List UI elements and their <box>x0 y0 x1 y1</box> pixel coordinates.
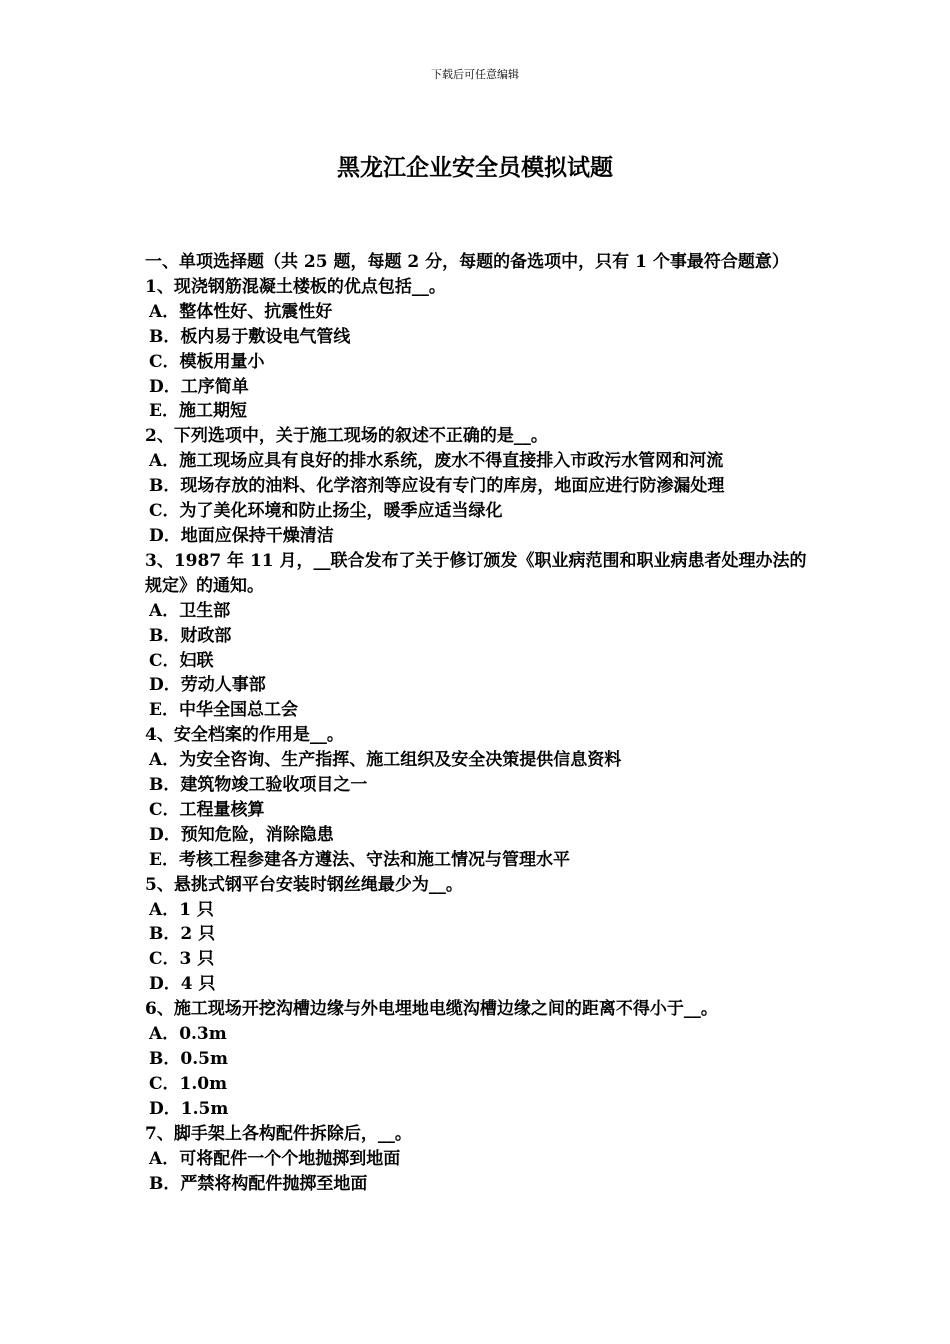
option-d: D．工序简单 <box>149 376 249 397</box>
option-a: A．0.3m <box>149 1024 227 1045</box>
option-d: D．4 只 <box>149 974 216 995</box>
option-c: C．3 只 <box>149 949 215 970</box>
option-e: E．考核工程参建各方遵法、守法和施工情况与管理水平 <box>149 849 570 870</box>
option-a: A．为安全咨询、生产指挥、施工组织及安全决策提供信息资料 <box>149 750 622 771</box>
option-a: A．施工现场应具有良好的排水系统，废水不得直接排入市政污水管网和河流 <box>149 451 724 472</box>
option-a: A．整体性好、抗震性好 <box>149 301 333 322</box>
option-a: A．卫生部 <box>149 600 231 621</box>
question-text: 4、安全档案的作用是__。 <box>145 725 344 746</box>
option-c: C．模板用量小 <box>149 351 265 372</box>
document-title: 黑龙江企业安全员模拟试题 <box>337 154 613 181</box>
header-note: 下载后可任意编辑 <box>431 68 519 81</box>
option-b: B．财政部 <box>149 625 232 646</box>
question-6 <box>145 997 813 1122</box>
option-list <box>145 748 813 873</box>
option-b: B．0.5m <box>149 1049 228 1069</box>
option-b: B．板内易于敷设电气管线 <box>149 326 351 347</box>
option-c: C．1.0m <box>149 1073 228 1094</box>
option-e: E．中华全国总工会 <box>149 700 298 721</box>
question-4 <box>145 723 813 872</box>
question-3 <box>145 549 813 723</box>
option-d: D．劳动人事部 <box>149 675 266 696</box>
option-list <box>145 1022 813 1122</box>
option-c: C．工程量核算 <box>149 799 265 820</box>
option-d: D．1.5m <box>149 1098 229 1119</box>
question-text: 6、施工现场开挖沟槽边缘与外电埋地电缆沟槽边缘之间的距离不得小于__。 <box>145 999 718 1020</box>
question-text: 5、悬挑式钢平台安装时钢丝绳最少为__。 <box>145 874 463 895</box>
option-list <box>145 1147 813 1197</box>
exam-content <box>145 250 813 1196</box>
option-a: A．1 只 <box>149 899 214 920</box>
option-list <box>145 898 813 998</box>
option-d: D．地面应保持干燥清洁 <box>149 525 334 546</box>
option-c: C．妇联 <box>149 650 214 671</box>
option-e: E．施工期短 <box>149 401 247 422</box>
option-list <box>145 449 813 549</box>
question-2 <box>145 424 813 549</box>
section-heading: 一、单项选择题（共 25 题，每题 2 分，每题的备选项中，只有 1 个事最符合题意） <box>145 252 789 272</box>
question-text: 1、现浇钢筋混凝土楼板的优点包括__。 <box>145 276 446 297</box>
question-text: 3、1987 年 11 月，__联合发布了关于修订颁发《职业病范围和职业病患者处理办法的规定》的通知。 <box>145 550 807 596</box>
option-list <box>145 300 813 425</box>
option-a: A．可将配件一个个地抛掷到地面 <box>149 1148 401 1169</box>
question-text: 7、脚手架上各构配件拆除后，__。 <box>145 1123 412 1144</box>
option-d: D．预知危险，消除隐患 <box>149 824 334 845</box>
option-b: B．严禁将构配件抛掷至地面 <box>149 1173 368 1194</box>
option-b: B．建筑物竣工验收项目之一 <box>149 775 368 796</box>
question-5 <box>145 873 813 998</box>
option-b: B．2 只 <box>149 924 216 945</box>
question-7 <box>145 1122 813 1197</box>
question-text: 2、下列选项中，关于施工现场的叙述不正确的是__。 <box>145 426 548 447</box>
option-list <box>145 599 813 724</box>
question-1 <box>145 275 813 424</box>
option-c: C．为了美化环境和防止扬尘，暖季应适当绿化 <box>149 501 503 522</box>
option-b: B．现场存放的油料、化学溶剂等应设有专门的库房，地面应进行防渗漏处理 <box>149 476 725 497</box>
